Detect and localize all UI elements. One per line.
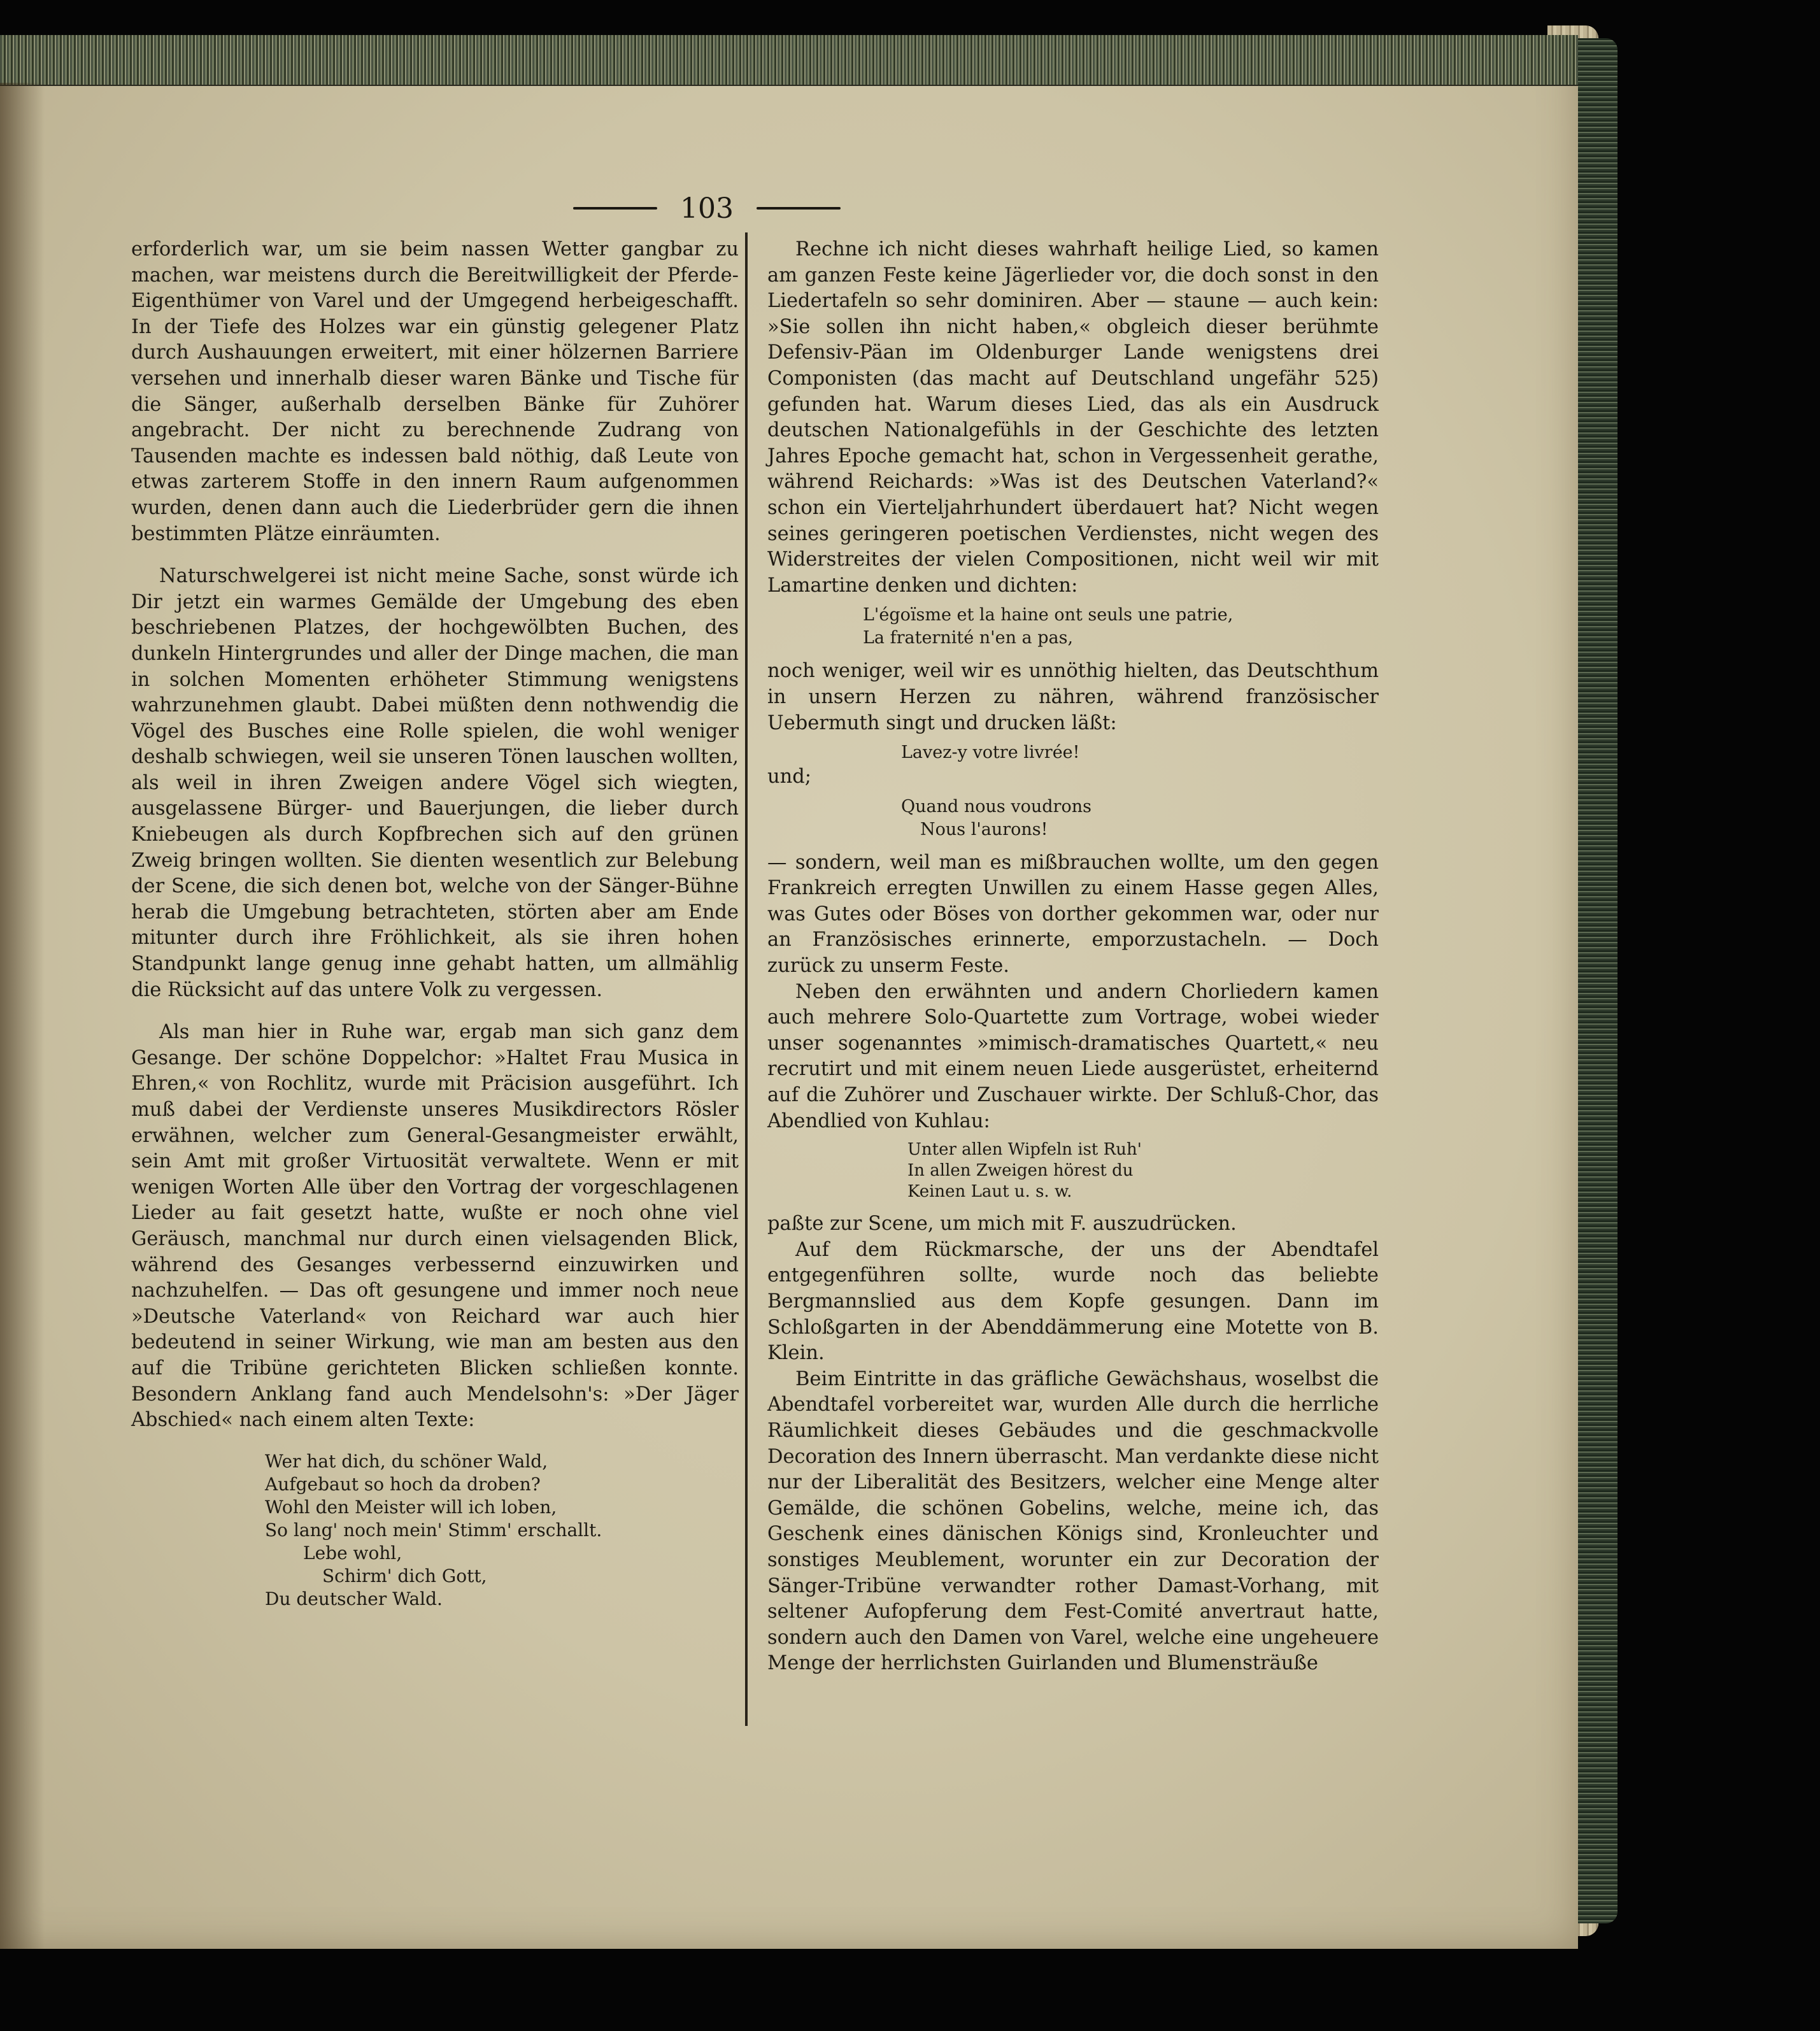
quote-line: La fraternité n'en a pas, xyxy=(863,628,1074,648)
right-paragraph-1: Rechne ich nicht dieses wahrhaft heilige Lied, so kamen am ganzen Feste keine Jägerlieder vor, die doch sonst in den Liedertafeln so sehr dominiren. Aber — staune — auch kein: »Sie sollen ihn nicht haben,« obgleich dieser berühmte Defensiv-Päan im Oldenburger Lande wenigstens drei Componisten (das macht auf Deutschland ungefähr 525) gefunden hat. Warum dieses Lied, das als ein Ausdruck deutschen Nationalgefühls in der Geschichte des letzten Jahres Epoche gemacht hat, schon in Vergessenheit gerathe, während Reichards: »Was ist des Deutschen Vaterland?« schon ein Vierteljahrhundert überdauert hat? Nicht wegen seines geringeren poetischen Verdienstes, nicht wegen des Widerstreites der vielen Compositionen, nicht weil wir mit Lamartine denken und dichten: xyxy=(767,238,1379,597)
book-cover-edge xyxy=(1573,38,1617,1923)
right-paragraph-5: paßte zur Scene, um mich mit F. auszudrücken. xyxy=(767,1213,1237,1236)
right-paragraph-2: noch weniger, weil wir es unnöthig hielten, das Deutschthum in unsern Herzen zu nähren, während französischer Uebermuth singt und drucken läßt: xyxy=(767,660,1379,734)
page-header xyxy=(573,186,841,231)
quote-line: Quand nous voudrons xyxy=(901,796,1091,816)
header-rule-right xyxy=(757,207,841,210)
quote-line: L'égoïsme et la haine ont seuls une patrie, xyxy=(863,605,1233,625)
left-paragraph-1: erforderlich war, um sie beim nassen Wetter gangbar zu machen, war meistens durch die Bereitwilligkeit der Pferde-Eigenthümer von Varel und der Umgegend herbeigeschafft. In der Tiefe des Holzes war ein günstig gelegener Platz durch Aushauungen erweitert, mit einer hölzernen Barriere versehen und innerhalb dieser waren Bänke und Tische für die Sänger, außerhalb derselben Bänke für Zuhörer angebracht. Der nicht zu berechnende Zudrang von Tausenden machte es indessen bald nöthig, daß Leute von etwas zarterem Stoffe in den innern Raum aufgenommen wurden, denen dann auch die Liederbrüder gern die ihnen bestimmten Plätze einräumten. xyxy=(131,238,739,545)
quote-line: In allen Zweigen hörest du xyxy=(907,1161,1134,1181)
quote-line: Lavez-y votre livrée! xyxy=(901,743,1080,763)
column-divider xyxy=(745,232,748,1726)
french-quote-3 xyxy=(767,795,1379,841)
french-quote-1 xyxy=(767,604,1379,650)
poem-line: Wohl den Meister will ich loben, xyxy=(265,1496,557,1518)
right-paragraph-4: Neben den erwähnten und andern Chorliedern kamen auch mehrere Solo-Quartette zum Vortrage, wobei wieder unser sogenanntes »mimisch-dramatisches Quartett,« neu recrutirt und mit einem neuen Liede ausgerüstet, erheiternd auf die Zuhörer und Zuschauer wirkte. Der Schluß-Chor, das Abendlied von Kuhlau: xyxy=(767,980,1379,1132)
german-quote-abendlied xyxy=(767,1139,1379,1202)
poem-line: Du deutscher Wald. xyxy=(265,1588,443,1609)
left-paragraph-2: Naturschwelgerei ist nicht meine Sache, sonst würde ich Dir jetzt ein warmes Gemälde der Umgebung des eben beschriebenen Platzes, der hochgewölbten Buchen, des dunkeln Hintergrundes und aller der Dinge machen, die man in solchen Momenten erhöheter Stimmung wenigstens wahrzunehmen glaubt. Dabei müßten denn nothwendig die Vögel des Busches eine Rolle spielen, die wohl weniger deshalb schwiegen, weil sie unseren Tönen lauschen wollten, als weil in ihren Zweigen andere Vögel sich wiegten, ausgelassene Bürger- und Bauerjungen, die lieber durch Kniebeugen als durch Kopfbrechen sich auf den grünen Zweig bringen wollten. Sie dienten wesentlich zur Belebung der Scene, die sich denen bot, welche von der Sänger-Bühne herab die Umgebung betrachteten, störten aber am Ende mitunter durch ihre Fröhlichkeit, als sie ihren hohen Standpunkt lange genug inne gehabt hatten, um allmählig die Rücksicht auf das untere Volk zu vergessen. xyxy=(131,565,739,1001)
poem-line: Aufgebaut so hoch da droben? xyxy=(265,1473,541,1495)
binding-gutter xyxy=(0,83,45,1949)
right-column xyxy=(767,237,1379,1677)
right-paragraph-7: Beim Eintritte in das gräfliche Gewächshaus, woselbst die Abendtafel vorbereitet war, wurden Alle durch die herrliche Räumlichkeit dieses Gebäudes und die geschmackvolle Decoration des Innern überrascht. Man verdankte diese nicht nur der Liberalität des Besitzers, welcher eine Menge alter Gemälde, die schönen Gobelins, welche, meine ich, das Geschenk eines dänischen Königs sind, Kronleuchter und sonstiges Meublement, worunter ein zur Decoration der Sänger-Tribüne verwandter rother Damast-Vorhang, mit seltener Aufopferung dem Fest-Comité anvertraut hatte, sondern auch den Damen von Varel, welche eine ungeheuere Menge der herrlichsten Guirlanden und Blumensträuße xyxy=(767,1367,1379,1675)
poem-line: Schirm' dich Gott, xyxy=(322,1565,487,1586)
right-paragraph-3: — sondern, weil man es mißbrauchen wollte, um den gegen Frankreich erregten Unwillen zu einem Hasse gegen Alles, was Gutes oder Böses von dorther gekommen war, oder nur an Französisches erinnerte, emporzustacheln. — Doch zurück zu unserm Feste. xyxy=(767,851,1379,978)
left-paragraph-3: Als man hier in Ruhe war, ergab man sich ganz dem Gesange. Der schöne Doppelchor: »Haltet Frau Musica in Ehren,« von Rochlitz, wurde mit Präcision ausgeführt. Ich muß dabei der Verdienste unseres Musikdirectors Rösler erwähnen, welcher zum General-Gesangmeister erwählt, sein Amt mit großer Virtuosität verwaltete. Wenn er mit wenigen Worten Alle über den Vortrag der vorgeschlagenen Lieder au fait gesetzt hatte, wußte er noch ohne viel Geräusch, manchmal nur durch einen vielsagenden Blick, während des Gesanges verbessernd einzuwirken und nachzuhelfen. — Das oft gesungene und immer noch neue »Deutsche Vaterland« von Reichard war auch hier bedeutend in seiner Wirkung, wie man am besten aus den auf die Tribüne gerichteten Blicken schließen konnte. Besondern Anklang fand auch Mendelsohn's: »Der Jäger Abschied« nach einem alten Texte: xyxy=(131,1021,739,1432)
french-quote-2 xyxy=(767,741,1379,764)
header-rule-left xyxy=(573,207,657,210)
und-line: und; xyxy=(767,766,812,788)
left-column xyxy=(131,237,739,1611)
poem-line: Lebe wohl, xyxy=(303,1542,402,1564)
page-number: 103 xyxy=(680,192,734,225)
poem-jaeger-abschied xyxy=(131,1450,739,1611)
right-paragraph-6: Auf dem Rückmarsche, der uns der Abendtafel entgegenführen sollte, wurde noch das beliebte Bergmannslied aus dem Kopfe gesungen. Dann im Schloßgarten in der Abenddämmerung eine Motette von B. Klein. xyxy=(767,1238,1379,1365)
poem-line: Wer hat dich, du schöner Wald, xyxy=(265,1450,548,1472)
quote-line: Keinen Laut u. s. w. xyxy=(907,1182,1072,1202)
marbled-top-edge xyxy=(0,35,1578,86)
quote-line: Unter allen Wipfeln ist Ruh' xyxy=(907,1140,1142,1160)
poem-line: So lang' noch mein' Stimm' erschallt. xyxy=(265,1519,602,1541)
quote-line: Nous l'aurons! xyxy=(920,819,1048,839)
